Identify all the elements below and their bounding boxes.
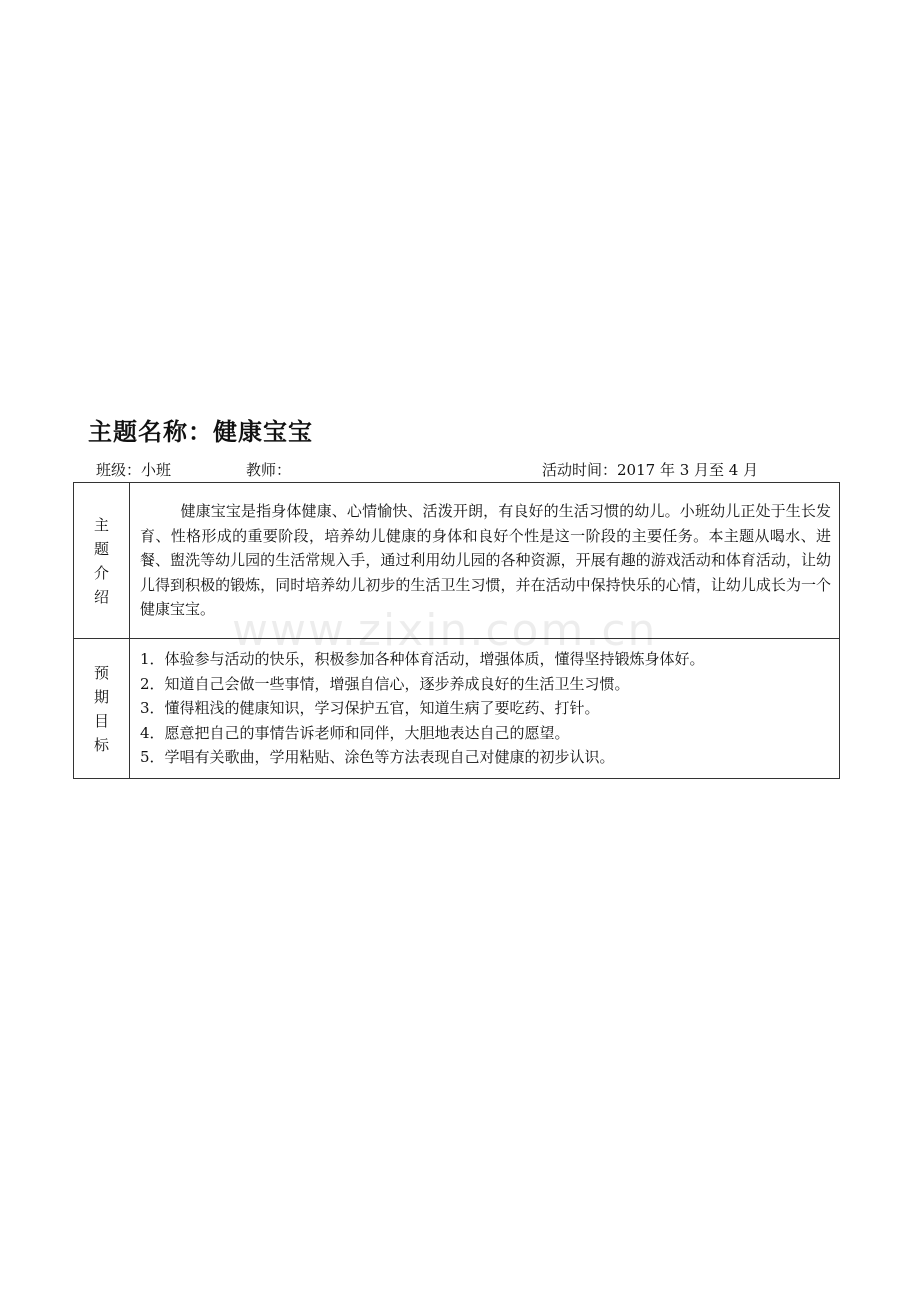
goals-label: 预期目标 [93, 663, 109, 754]
intro-text: 健康宝宝是指身体健康、心情愉快、活泼开朗，有良好的生活习惯的幼儿。小班幼儿正处于生长发育、性格形成的重要阶段，培养幼儿健康的身体和良好个性是这一阶段的主要任务。本主题从喝水、进餐、盥洗等幼儿园的生活常规入手，通过利用幼儿园的各种资源，开展有趣的游戏活动和体育活动，让幼儿得到积极的锻炼，同时培养幼儿初步的生活卫生习惯，并在活动中保持快乐的心情，让幼儿成长为一个健康宝宝。 [140, 502, 831, 619]
intro-content-cell [130, 483, 840, 639]
goal-item: 2．知道自己会做一些事情，增强自信心，逐步养成良好的生活卫生习惯。 [140, 674, 630, 693]
teacher-field: 教师： [246, 461, 292, 479]
watermark: www.zixin.com.cn [232, 605, 658, 656]
goal-item: 4．愿意把自己的事情告诉老师和同伴，大胆地表达自己的愿望。 [140, 723, 570, 742]
class-field: 班级：小班 [96, 461, 172, 479]
intro-label-cell [74, 483, 130, 639]
goals-row [74, 639, 840, 779]
meta-row [96, 458, 836, 482]
theme-plan-table [73, 482, 840, 779]
goal-item: 1．体验参与活动的快乐，积极参加各种体育活动，增强体质，懂得坚持锻炼身体好。 [140, 650, 705, 669]
intro-label: 主题介绍 [93, 515, 109, 606]
goals-label-cell [74, 639, 130, 779]
goals-content-cell [130, 639, 840, 779]
intro-row [74, 483, 840, 639]
goal-item: 3．懂得粗浅的健康知识，学习保护五官，知道生病了要吃药、打针。 [140, 699, 600, 718]
goal-item: 5．学唱有关歌曲，学用粘贴、涂色等方法表现自己对健康的初步认识。 [140, 748, 615, 767]
activity-time-field: 活动时间：2017 年 3 月至 4 月 [542, 461, 759, 479]
theme-title: 主题名称：健康宝宝 [88, 418, 313, 446]
